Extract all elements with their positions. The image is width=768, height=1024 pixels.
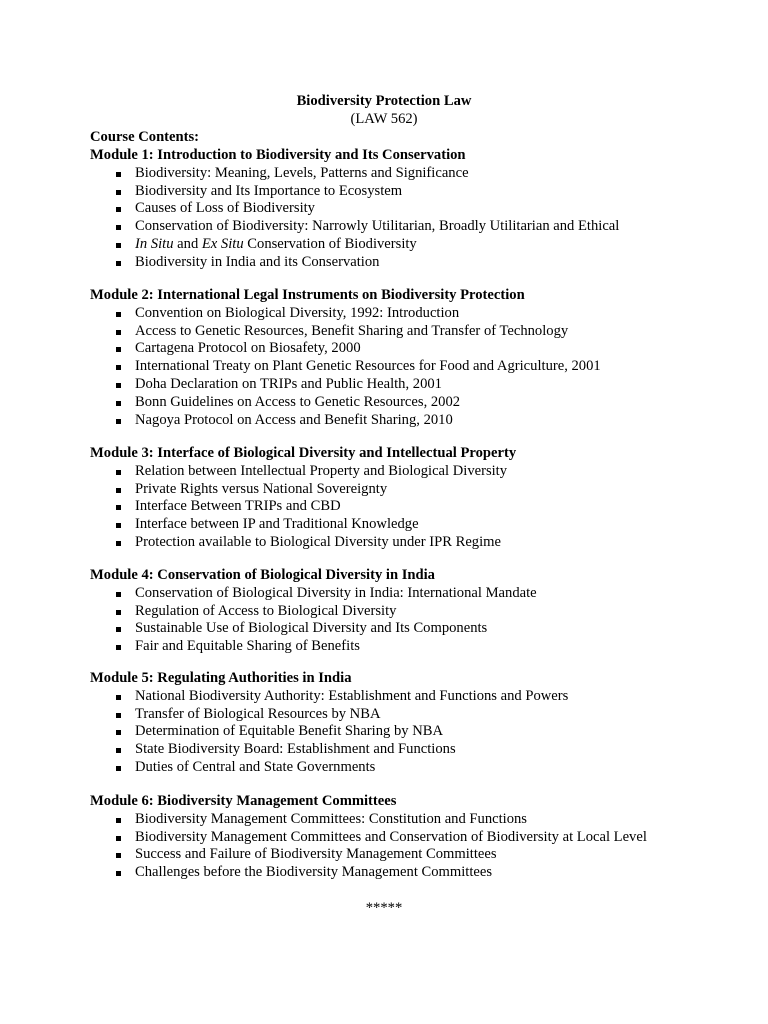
topic-text: Cartagena Protocol on Biosafety, 2000	[135, 340, 361, 357]
topic-text: Fair and Equitable Sharing of Benefits	[135, 638, 360, 655]
square-bullet-icon	[116, 243, 121, 248]
list-item	[90, 638, 750, 656]
in-situ-remainder: Conservation of Biodiversity	[243, 235, 417, 252]
topic-text: Protection available to Biological Diversity under IPR Regime	[135, 533, 501, 550]
module-4	[90, 567, 750, 656]
square-bullet-icon	[116, 172, 121, 177]
list-item	[90, 481, 750, 499]
topic-text: Biodiversity: Meaning, Levels, Patterns and Significance	[135, 164, 469, 181]
square-bullet-icon	[116, 818, 121, 823]
square-bullet-icon	[116, 488, 121, 493]
square-bullet-icon	[116, 523, 121, 528]
list-item	[90, 218, 750, 236]
module-heading: Module 5: Regulating Authorities in India	[90, 670, 352, 686]
module-5	[90, 670, 750, 777]
square-bullet-icon	[116, 383, 121, 388]
topic-text: International Treaty on Plant Genetic Resources for Food and Agriculture, 2001	[135, 358, 601, 375]
list-item	[90, 741, 750, 759]
square-bullet-icon	[116, 365, 121, 370]
list-item	[90, 358, 750, 376]
topic-text: Access to Genetic Resources, Benefit Sharing and Transfer of Technology	[135, 322, 569, 339]
list-item	[90, 412, 750, 430]
course-code: (LAW 562)	[350, 111, 418, 127]
list-item	[90, 706, 750, 724]
square-bullet-icon	[116, 627, 121, 632]
module-heading: Module 2: International Legal Instruments on Biodiversity Protection	[90, 287, 525, 303]
square-bullet-icon	[116, 748, 121, 753]
list-item	[90, 829, 750, 847]
topic-text: Conservation of Biological Diversity in India: International Mandate	[135, 584, 537, 601]
square-bullet-icon	[116, 871, 121, 876]
list-item	[90, 603, 750, 621]
list-item	[90, 516, 750, 534]
topic-text: Interface Between TRIPs and CBD	[135, 498, 341, 515]
topic-text: Nagoya Protocol on Access and Benefit Sharing, 2010	[135, 411, 453, 428]
module-topic-list	[90, 688, 750, 777]
topic-text: Biodiversity in India and its Conservation	[135, 253, 380, 270]
module-heading: Module 6: Biodiversity Management Committees	[90, 793, 397, 809]
topic-text: Biodiversity Management Committees and Conservation of Biodiversity at Local Level	[135, 828, 647, 845]
square-bullet-icon	[116, 730, 121, 735]
module-3	[90, 445, 750, 552]
square-bullet-icon	[116, 330, 121, 335]
topic-text: National Biodiversity Authority: Establishment and Functions and Powers	[135, 687, 569, 704]
topic-text: Challenges before the Biodiversity Management Committees	[135, 864, 493, 881]
square-bullet-icon	[116, 505, 121, 510]
module-topic-list	[90, 463, 750, 552]
in-situ-connector: and	[173, 235, 202, 252]
list-item	[90, 723, 750, 741]
square-bullet-icon	[116, 470, 121, 475]
module-6	[90, 793, 750, 882]
module-heading: Module 3: Interface of Biological Diversity and Intellectual Property	[90, 445, 517, 461]
list-item	[90, 759, 750, 777]
list-item	[90, 200, 750, 218]
square-bullet-icon	[116, 401, 121, 406]
list-item	[90, 585, 750, 603]
topic-text: Transfer of Biological Resources by NBA	[135, 705, 381, 722]
square-bullet-icon	[116, 347, 121, 352]
list-item	[90, 534, 750, 552]
module-2	[90, 287, 750, 429]
list-item	[90, 376, 750, 394]
square-bullet-icon	[116, 645, 121, 650]
square-bullet-icon	[116, 766, 121, 771]
square-bullet-icon	[116, 713, 121, 718]
topic-text: Bonn Guidelines on Access to Genetic Resources, 2002	[135, 393, 461, 410]
list-item	[90, 498, 750, 516]
list-item	[90, 323, 750, 341]
list-item	[90, 864, 750, 882]
list-item	[90, 254, 750, 272]
topic-text: State Biodiversity Board: Establishment and Functions	[135, 741, 456, 758]
topic-text: Convention on Biological Diversity, 1992: Introduction	[135, 304, 460, 321]
course-contents-label: Course Contents:	[90, 129, 200, 145]
topic-text: Private Rights versus National Sovereignty	[135, 480, 388, 497]
square-bullet-icon	[116, 261, 121, 266]
list-item	[90, 620, 750, 638]
topic-text: Biodiversity Management Committees: Constitution and Functions	[135, 810, 527, 827]
square-bullet-icon	[116, 853, 121, 858]
topic-text-insitu	[135, 236, 417, 252]
topic-text: Duties of Central and State Governments	[135, 758, 376, 775]
topic-text: Regulation of Access to Biological Diversity	[135, 602, 397, 619]
list-item	[90, 811, 750, 829]
topic-text: Conservation of Biodiversity: Narrowly Utilitarian, Broadly Utilitarian and Ethical	[135, 218, 620, 235]
square-bullet-icon	[116, 190, 121, 195]
document-title: Biodiversity Protection Law	[296, 93, 472, 109]
module-topic-list	[90, 165, 750, 272]
topic-text: Success and Failure of Biodiversity Management Committees	[135, 846, 497, 863]
topic-text: Relation between Intellectual Property and Biological Diversity	[135, 462, 508, 479]
list-item	[90, 236, 750, 254]
list-item	[90, 183, 750, 201]
list-item	[90, 340, 750, 358]
list-item	[90, 463, 750, 481]
ex-situ-term: Ex Situ	[201, 235, 244, 252]
topic-text: Interface between IP and Traditional Knowledge	[135, 516, 419, 533]
list-item	[90, 688, 750, 706]
list-item	[90, 394, 750, 412]
module-topic-list	[90, 585, 750, 656]
in-situ-term: In Situ	[135, 235, 174, 252]
square-bullet-icon	[116, 541, 121, 546]
module-1	[90, 147, 750, 272]
square-bullet-icon	[116, 695, 121, 700]
square-bullet-icon	[116, 592, 121, 597]
list-item	[90, 846, 750, 864]
module-heading: Module 4: Conservation of Biological Diversity in India	[90, 567, 435, 583]
square-bullet-icon	[116, 836, 121, 841]
square-bullet-icon	[116, 610, 121, 615]
square-bullet-icon	[116, 207, 121, 212]
topic-text: Determination of Equitable Benefit Sharing by NBA	[135, 723, 444, 740]
list-item	[90, 165, 750, 183]
end-of-document-mark: *****	[365, 900, 403, 916]
square-bullet-icon	[116, 225, 121, 230]
square-bullet-icon	[116, 312, 121, 317]
square-bullet-icon	[116, 419, 121, 424]
topic-text: Biodiversity and Its Importance to Ecosystem	[135, 182, 403, 199]
topic-text: Sustainable Use of Biological Diversity and Its Components	[135, 620, 488, 637]
topic-text: Doha Declaration on TRIPs and Public Health, 2001	[135, 375, 442, 392]
module-heading: Module 1: Introduction to Biodiversity and Its Conservation	[90, 147, 466, 163]
topic-text: Causes of Loss of Biodiversity	[135, 200, 315, 217]
list-item	[90, 305, 750, 323]
module-topic-list	[90, 305, 750, 430]
module-topic-list	[90, 811, 750, 882]
